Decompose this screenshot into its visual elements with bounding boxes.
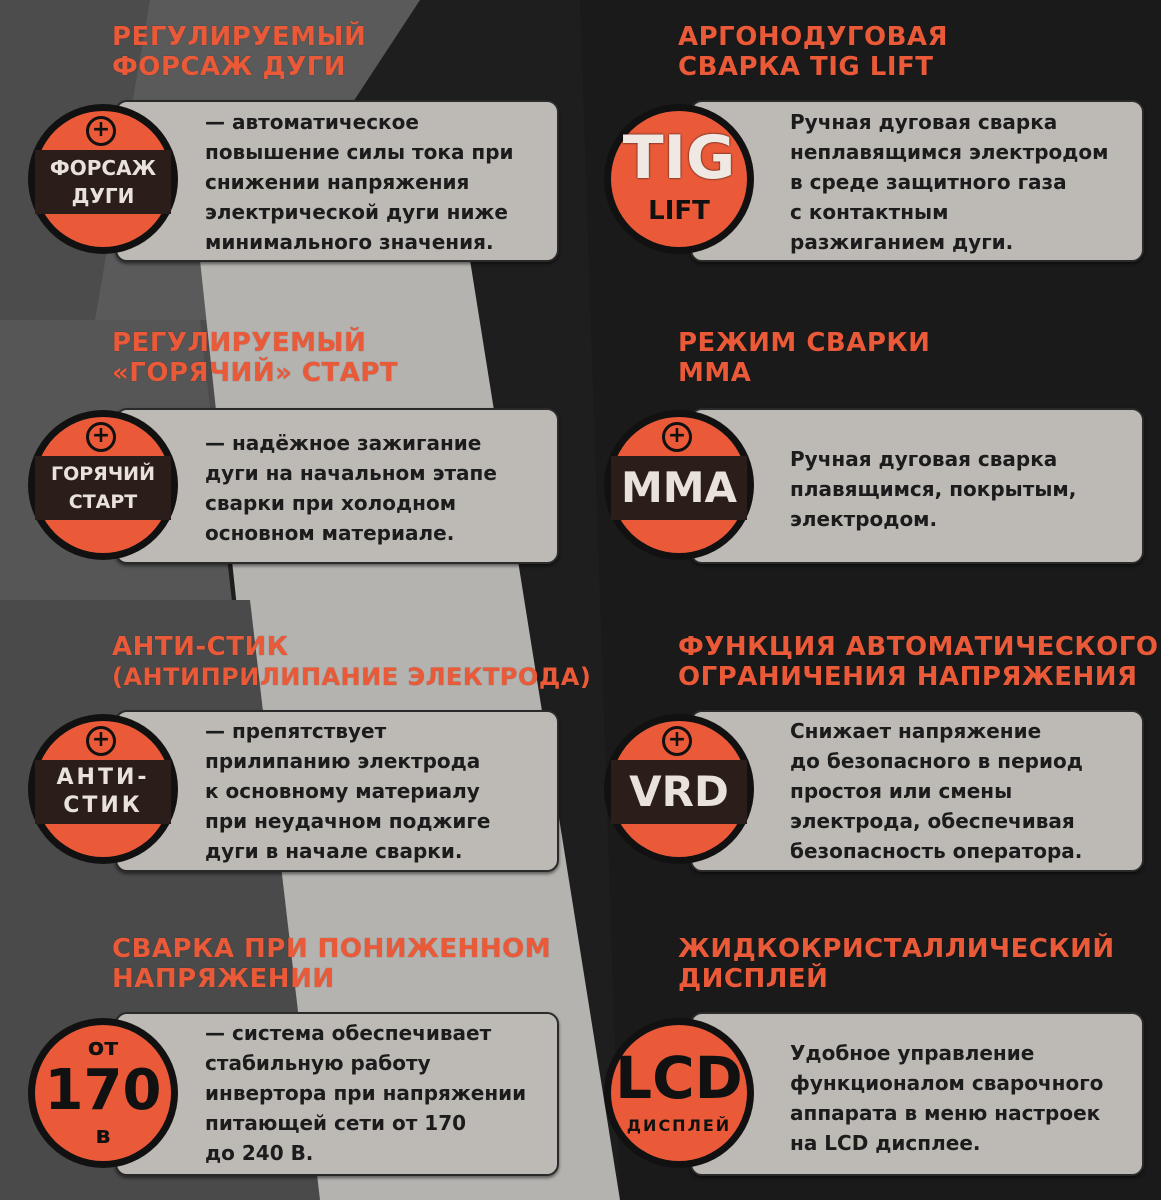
feature-title: ФУНКЦИЯ АВТОМАТИЧЕСКОГО ОГРАНИЧЕНИЯ НАПРЯЖЕНИЯ [678, 632, 1159, 692]
feature-title: РЕЖИМ СВАРКИ MMA [678, 328, 931, 388]
vrd-badge-icon: + VRD [604, 714, 754, 864]
lcd-badge-icon: LCD ДИСПЛЕЙ [604, 1018, 754, 1168]
hot-start-badge-icon: + ГОРЯЧИЙ СТАРТ [28, 410, 178, 560]
feature-description: Снижает напряжение до безопасного в период простоя или смены электрода, обеспечивая безопасность оператора. [790, 719, 1083, 863]
feature-description: Ручная дуговая сварка плавящимся, покрытым, электродом. [790, 447, 1077, 531]
feature-title: АНТИ-СТИК (АНТИПРИЛИПАНИЕ ЭЛЕКТРОДА) [112, 632, 592, 691]
feature-title: РЕГУЛИРУЕМЫЙ «ГОРЯЧИЙ» СТАРТ [112, 328, 399, 388]
voltage-170-badge-icon: от 170 в [28, 1018, 178, 1168]
feature-description: — надёжное зажигание дуги на начальном этапе сварки при холодном основном материале. [205, 431, 497, 545]
anti-stick-badge-icon: + АНТИ- СТИК [28, 714, 178, 864]
plus-icon: + [662, 422, 692, 452]
arc-force-badge-icon: + ФОРСАЖ ДУГИ [28, 104, 178, 254]
feature-description: — автоматическое повышение силы тока при снижении напряжения электрической дуги ниже минимального значения. [205, 110, 514, 254]
feature-description: Удобное управление функционалом сварочного аппарата в меню настроек на LCD дисплее. [790, 1041, 1104, 1155]
feature-description: — препятствует прилипанию электрода к основному материалу при неудачном поджиге дуги в начале сварки. [205, 719, 491, 863]
feature-title: РЕГУЛИРУЕМЫЙ ФОРСАЖ ДУГИ [112, 22, 367, 82]
feature-title: СВАРКА ПРИ ПОНИЖЕННОМ НАПРЯЖЕНИИ [112, 934, 552, 994]
plus-icon: + [662, 726, 692, 756]
feature-description: — система обеспечивает стабильную работу инвертора при напряжении питающей сети от 170 до 240 В. [205, 1021, 527, 1165]
feature-title: АРГОНОДУГОВАЯ СВАРКА TIG LIFT [678, 22, 949, 82]
plus-icon: + [86, 726, 116, 756]
feature-title: ЖИДКОКРИСТАЛЛИЧЕСКИЙ ДИСПЛЕЙ [678, 934, 1115, 994]
tig-lift-badge-icon: TIG LIFT [604, 104, 754, 254]
feature-description: Ручная дуговая сварка неплавящимся электродом в среде защитного газа с контактным разжиганием дуги. [790, 110, 1109, 254]
mma-badge-icon: + MMA [604, 410, 754, 560]
plus-icon: + [86, 116, 116, 146]
plus-icon: + [86, 422, 116, 452]
